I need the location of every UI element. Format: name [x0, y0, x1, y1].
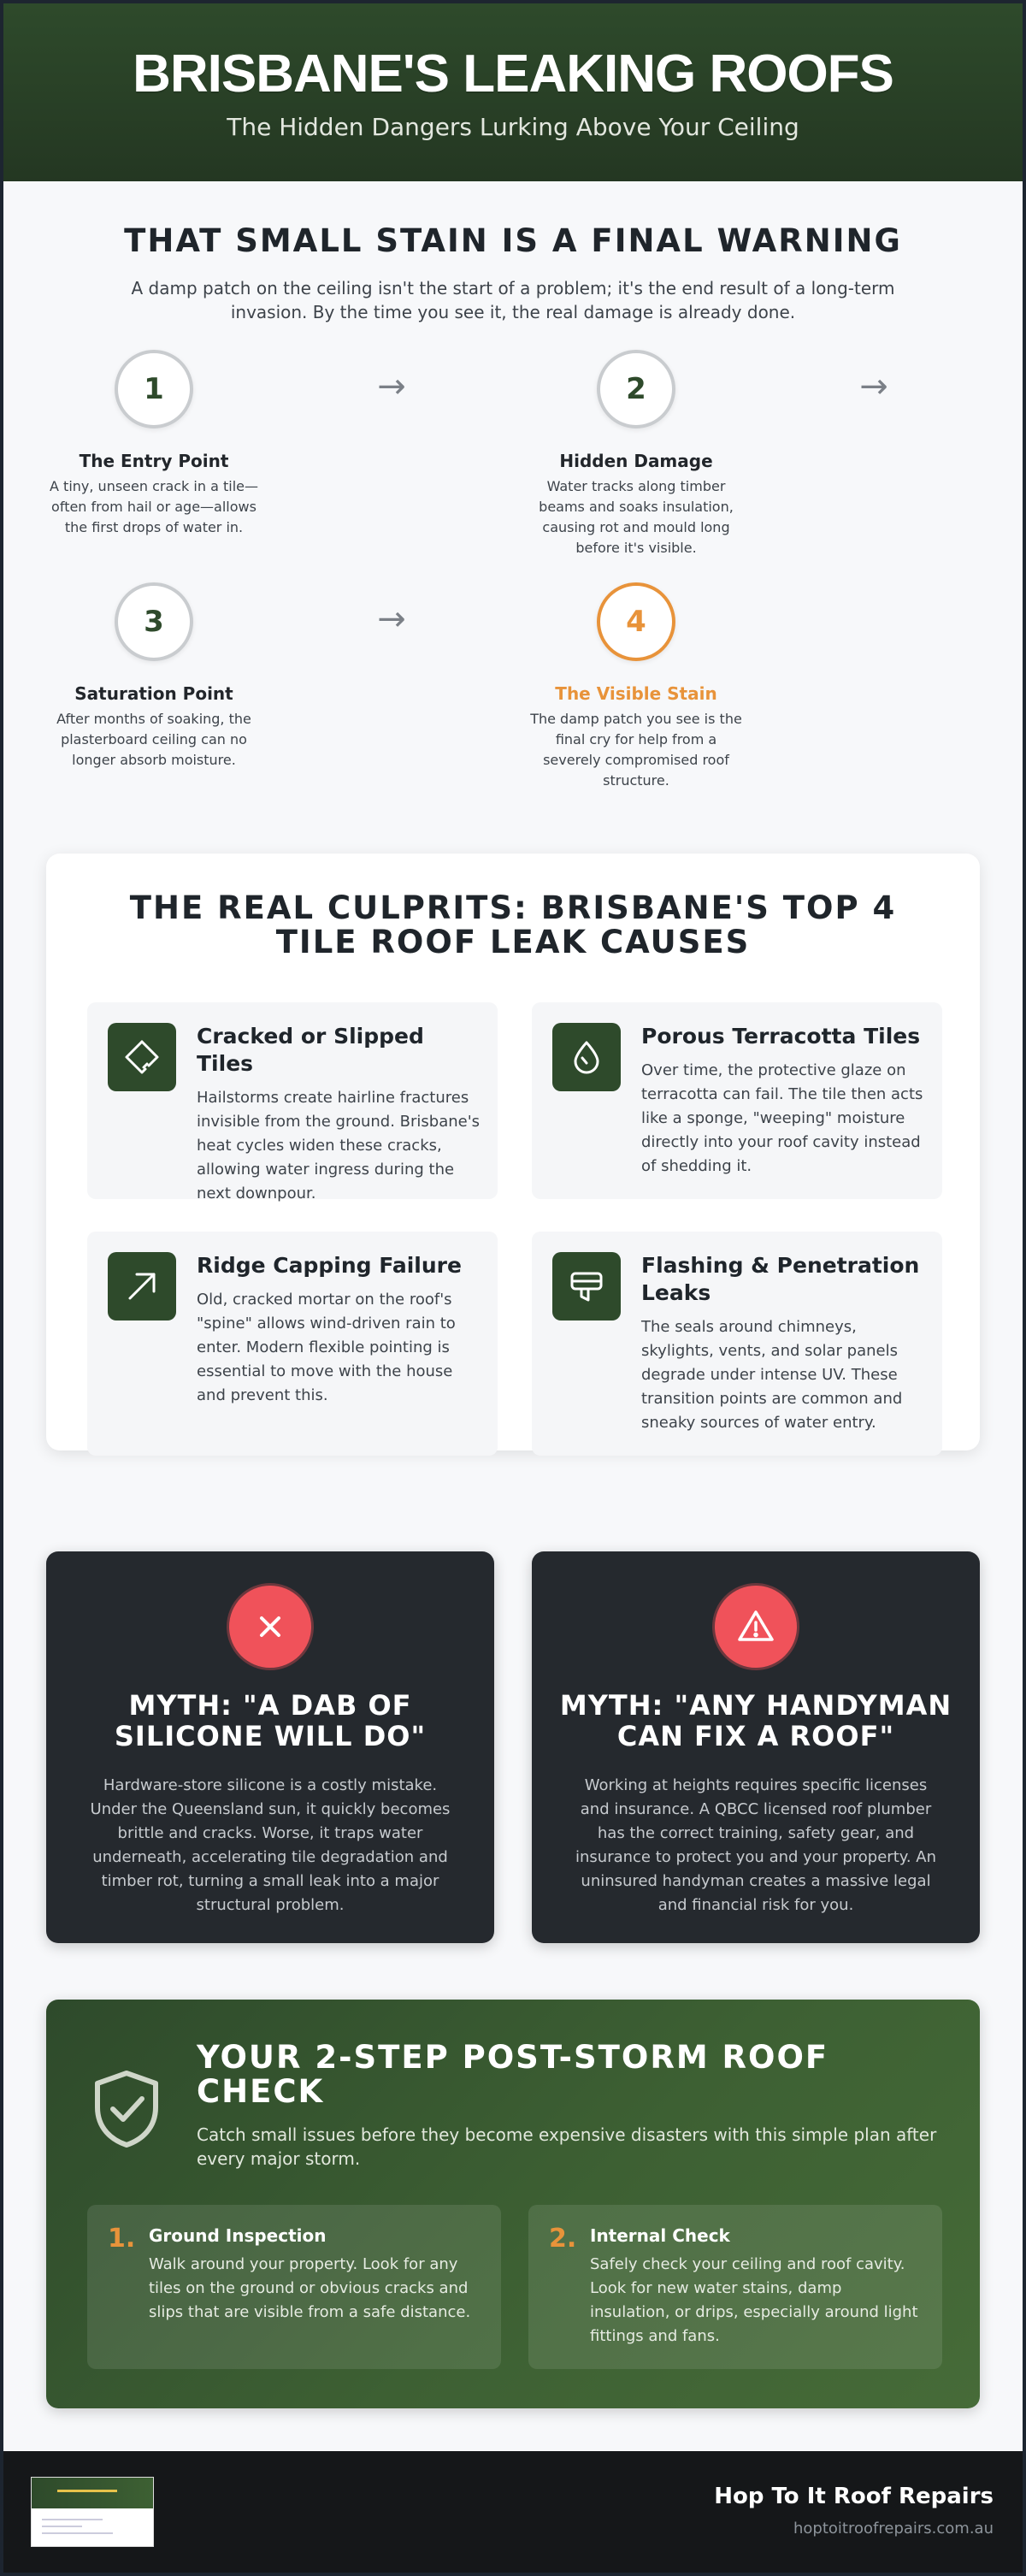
progression-steps — [3, 350, 1023, 829]
culprit-title: Flashing & Penetration Leaks — [641, 1253, 920, 1305]
culprits-title: THE REAL CULPRITS: BRISBANE'S TOP 4 TILE ROOF LEAK CAUSES — [129, 889, 897, 960]
x-icon — [229, 1586, 311, 1668]
step-description: The damp patch you see is the final cry for help from a severely compromised roof structure. — [530, 711, 742, 789]
step-description: A tiny, unseen crack in a tile—often from hail or age—allows the first drops of water in. — [50, 478, 258, 535]
footer — [3, 2451, 1023, 2576]
culprit-card — [532, 1002, 942, 1199]
storm-step-text: Walk around your property. Look for any tiles on the ground or obvious cracks and slips that are visible from a safe distance. — [149, 2255, 471, 2321]
header-banner — [3, 3, 1023, 181]
storm-step-text: Safely check your ceiling and roof cavity. Look for new water stains, damp insulation, or drips, especially around light fittings and fans. — [590, 2255, 918, 2345]
step-title: Saturation Point — [74, 683, 233, 704]
warning-title: THAT SMALL STAIN IS A FINAL WARNING — [124, 222, 902, 259]
flashing-icon — [552, 1252, 621, 1320]
step-title: The Entry Point — [79, 451, 229, 471]
culprit-card — [87, 1232, 498, 1456]
main-subtitle: The Hidden Dangers Lurking Above Your Ceiling — [227, 113, 799, 141]
step-hidden-damage — [525, 350, 747, 558]
myth-title: MYTH: "ANY HANDYMAN CAN FIX A ROOF" — [559, 1689, 952, 1752]
storm-step-title: Ground Inspection — [149, 2225, 327, 2246]
footer-url[interactable]: hoptoitroofrepairs.com.au — [793, 2520, 994, 2538]
storm-check-title: YOUR 2-STEP POST-STORM ROOF CHECK — [197, 2039, 829, 2110]
shield-check-icon — [91, 2068, 162, 2154]
myth-text: Working at heights requires specific licenses and insurance. A QBCC licensed roof plumber has the correct training, safety gear, and insurance to protect you and your property. An uninsured handyman creates a massive legal and financial risk for you. — [575, 1776, 936, 1914]
step-visible-stain — [525, 582, 747, 791]
arrow-up-right-icon — [108, 1252, 176, 1320]
step-description: After months of soaking, the plasterboard ceiling can no longer absorb moisture. — [56, 711, 251, 768]
step-description: Water tracks along timber beams and soaks insulation, causing rot and mould long before it's visible. — [539, 478, 734, 556]
culprit-title: Cracked or Slipped Tiles — [197, 1024, 424, 1076]
arrow-right-icon: → — [377, 600, 406, 639]
storm-check-subtitle: Catch small issues before they become expensive disasters with this simple plan after every major storm. — [197, 2124, 937, 2169]
storm-step-title: Internal Check — [590, 2225, 730, 2246]
warning-section — [3, 181, 1023, 829]
culprit-text: Hailstorms create hairline fractures invisible from the ground. Brisbane's heat cycles widen these cracks, allowing water ingress during the next downpour. — [197, 1089, 481, 1202]
culprit-text: Over time, the protective glaze on terracotta can fail. The tile then acts like a sponge, "weeping" moisture directly into your roof cavity instead of shedding it. — [641, 1061, 923, 1175]
main-title: BRISBANE'S LEAKING ROOFS — [133, 44, 893, 103]
arrow-right-icon: → — [859, 367, 888, 406]
step-title: Hidden Damage — [559, 451, 713, 471]
culprit-text: Old, cracked mortar on the roof's "spine" allows wind-driven rain to enter. Modern flexible pointing is essential to move with the house and prevent this. — [197, 1291, 456, 1404]
step-saturation-point — [43, 582, 265, 771]
arrow-right-icon: → — [377, 367, 406, 406]
step-number-circle: 1 — [115, 350, 193, 428]
culprit-title: Ridge Capping Failure — [197, 1253, 462, 1278]
step-number-circle: 3 — [115, 582, 193, 661]
step-number-circle: 4 — [597, 582, 675, 661]
storm-step-internal — [528, 2205, 942, 2369]
footer-brand: Hop To It Roof Repairs — [714, 2484, 994, 2509]
warning-icon — [715, 1586, 797, 1668]
culprit-card — [87, 1002, 498, 1202]
myth-text: Hardware-store silicone is a costly mistake. Under the Queensland sun, it quickly becomes brittle and cracks. Worse, it traps water underneath, accelerating tile degradation and timber rot, turning a small leak into a major structural problem. — [90, 1776, 451, 1914]
culprit-text: The seals around chimneys, skylights, vents, and solar panels degrade under intense UV. These transition points are common and sneaky sources of water entry. — [641, 1318, 903, 1432]
culprits-card — [46, 854, 980, 1450]
step-number-circle: 2 — [597, 350, 675, 428]
storm-step-number: 2. — [549, 2224, 577, 2254]
step-title: The Visible Stain — [555, 683, 717, 704]
myth-title: MYTH: "A DAB OF SILICONE WILL DO" — [114, 1689, 427, 1752]
step-entry-point — [43, 350, 265, 538]
myth-card-silicone — [46, 1551, 494, 1943]
storm-step-ground — [87, 2205, 501, 2369]
myth-card-handyman — [532, 1551, 980, 1943]
website-thumbnail — [31, 2477, 154, 2547]
culprit-title: Porous Terracotta Tiles — [641, 1024, 921, 1049]
warning-intro: A damp patch on the ceiling isn't the start of a problem; it's the end result of a long-term invasion. By the time you see it, the real damage is already done. — [131, 278, 895, 322]
culprit-card — [532, 1232, 942, 1456]
water-drop-icon — [552, 1023, 621, 1091]
post-storm-check — [46, 2000, 980, 2408]
broken-tile-icon — [108, 1023, 176, 1091]
storm-step-number: 1. — [108, 2224, 136, 2254]
